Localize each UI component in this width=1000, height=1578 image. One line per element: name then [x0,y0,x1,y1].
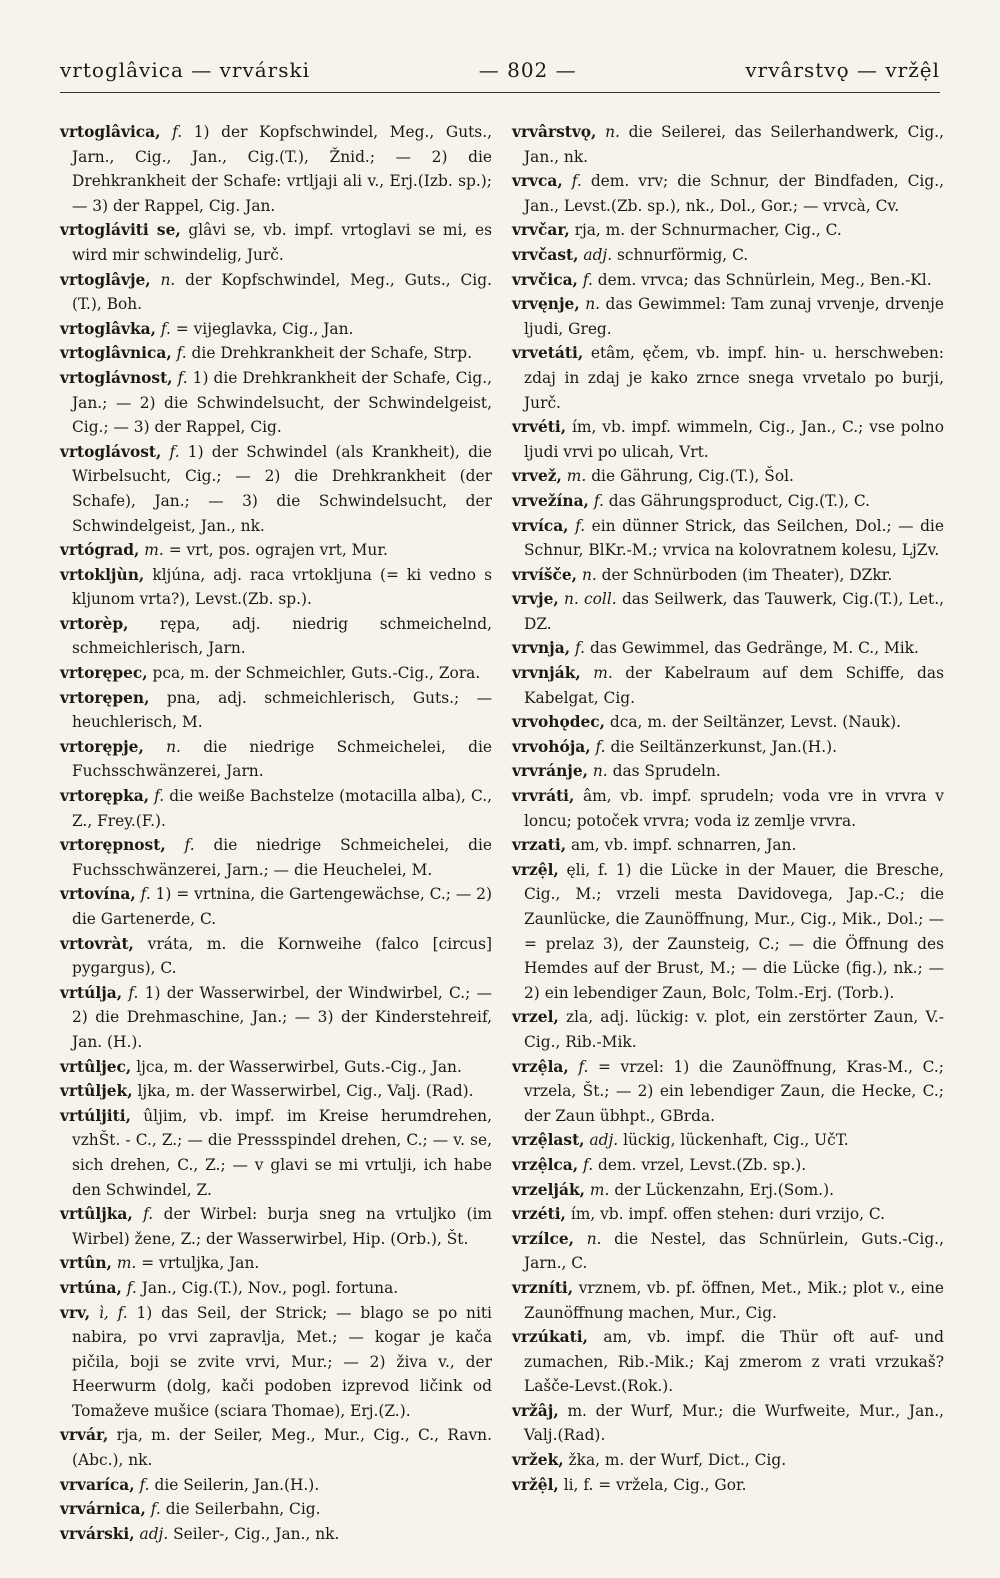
entry-headword: vrtúlja, [60,983,123,1002]
entry-definition: vráta, m. die Kornweihe (falco [circus] pygargus), C. [72,934,492,978]
dictionary-entry [60,440,492,538]
dictionary-entry [60,366,492,440]
entry-headword: vrvčica, [512,270,578,289]
dictionary-entry [512,292,944,341]
dictionary-entry [60,1055,492,1080]
entry-grammar: f. [176,344,187,363]
dictionary-entry [60,268,492,317]
entry-headword: vrvnják, [512,664,581,683]
entry-definition: 1) der Wasserwirbel, der Windwirbel, C.; — 2) die Drehmaschine, Jan.; — 3) der Kinderstehreif, Jan. (H.). [72,983,492,1051]
entry-headword: vrtorępnost, [60,836,166,855]
entry-definition: vrznem, vb. pf. öffnen, Met., Mik.; plot v., eine Zaunöffnung machen, Mur., Cig. [524,1278,944,1322]
entry-definition: am, vb. impf. schnarren, Jan. [570,836,797,855]
entry-grammar: f. [139,1475,150,1494]
dictionary-entry [512,243,944,268]
entry-grammar: f. [150,1500,161,1519]
dictionary-entry [512,1178,944,1203]
dictionary-entry [60,784,492,833]
entry-headword: vrtovína, [60,885,136,904]
entry-definition: 1) die Drehkrankheit der Schafe, Cig., Jan.; — 2) die Schwindelsucht, der Schwindelgeist, Cig.; — 3) der Rappel, Cig. [72,368,492,437]
entry-definition: li, f. = vržela, Cig., Gor. [563,1475,747,1494]
entry-definition: Jan., Cig.(T.), Nov., pogl. fortuna. [141,1278,399,1297]
entry-headword: vrtorępka, [60,787,150,806]
entry-definition: Seiler-, Cig., Jan., nk. [173,1524,340,1543]
entry-definition: die niedrige Schmeichelei, die Fuchsschwänzerei, Jarn.; — die Heuchelei, M. [72,836,492,879]
dictionary-entry [512,341,944,415]
entry-definition: ein dünner Strick, das Seilchen, Dol.; — die Schnur, BlKr.-M.; vrvica na kolovratnem kolesu, LjZv. [524,516,944,560]
entry-grammar: n. coll. [563,590,617,609]
entry-definition: dem. vrzel, Levst.(Zb. sp.). [598,1155,807,1174]
entry-grammar: n. [605,123,620,141]
entry-definition: die Nestel, das Schnürlein, Guts.-Cig., Jarn., C. [524,1229,944,1273]
entry-definition: = vrzel: 1) die Zaunöffnung, Kras-M., C.; vrzela, Št.; — 2) ein lebendiger Zaun, die Hecke, C.; der Zaun übhpt., GBrda. [524,1057,944,1125]
entry-definition: žka, m. der Wurf, Dict., Cig. [568,1451,787,1470]
entry-definition: der Lückenzahn, Erj.(Som.). [614,1180,834,1199]
entry-headword: vrzati, [512,836,567,855]
entry-definition: ím, vb. impf. offen stehen: duri vrzijo, C. [570,1205,886,1224]
entry-grammar: adj. [583,245,613,264]
entry-definition: das Gewimmel, das Gedränge, M. C., Mik. [589,639,919,658]
entry-grammar: f. [575,516,586,535]
entry-definition: der Wirbel: burja sneg na vrtuljko (im Wirbel) žene, Z.; der Wasserwirbel, Hip. (Orb.), Št. [72,1205,492,1248]
entry-definition: der Schnürboden (im Theater), DZkr. [601,565,893,584]
entry-grammar: f. [143,1205,154,1224]
entry-headword: vrzel, [512,1008,559,1027]
entry-grammar: f. [128,983,139,1002]
entry-definition: dca, m. der Seiltänzer, Levst. (Nauk). [609,713,902,732]
dictionary-entry [512,563,944,588]
entry-headword: vrvíca, [512,516,569,535]
dictionary-entry [60,1423,492,1472]
entry-headword: vrvár, [60,1426,109,1445]
entry-headword: vržek, [512,1451,564,1470]
dictionary-entry [60,833,492,882]
dictionary-entry [512,1055,944,1129]
entry-headword: vrvránje, [512,762,588,781]
dictionary-entry [60,341,492,366]
dictionary-entry [512,833,944,858]
entry-grammar: f. [582,270,593,289]
dictionary-entry [60,1473,492,1498]
entry-grammar: m. [144,541,164,560]
entry-headword: vrtorępec, [60,664,148,683]
entry-headword: vrvaríca, [60,1475,135,1494]
dictionary-entry [60,218,492,267]
dictionary-entry [512,489,944,514]
entry-definition: dem. vrv; die Schnur, der Bindfaden, Cig., Jan., Levst.(Zb. sp.), nk., Dol., Gor.; — vrvcà, Cv. [524,172,944,215]
entry-headword: vrzílce, [512,1229,575,1248]
dictionary-entry [512,858,944,1006]
entry-headword: vrtorępen, [60,688,150,707]
entry-definition: ím, vb. impf. wimmeln, Cig., Jan., C.; vse polno ljudi vrvi po ulicah, Vrt. [524,418,944,461]
entry-grammar: n. [160,270,176,289]
dictionary-entry [60,735,492,784]
dictionary-entry [60,882,492,931]
dictionary-entry [60,120,492,218]
entry-headword: vrtorèp, [60,614,129,633]
entry-definition: 1) der Kopfschwindel, Meg., Guts., Jarn., Cig., Jan., Cig.(T.), Žnid.; — 2) die Drehkrankheit der Schafe: vrtljaji ali v., Erj.(Izb. sp.); — 3) der Rappel, Cig. Jan. [72,123,492,215]
entry-headword: vrtogláviti se, [60,221,181,240]
dictionary-entry [512,218,944,243]
entry-headword: vrzệl, [512,860,559,879]
entry-definition: die Seilerbahn, Cig. [165,1500,321,1519]
entry-headword: vrvárski, [60,1524,135,1543]
entry-definition: die Gährung, Cig.(T.), Šol. [591,467,794,486]
entry-headword: vrvčar, [512,221,570,240]
entry-definition: rępa, adj. niedrig schmeichelnd, schmeichlerisch, Jarn. [72,614,492,658]
entry-headword: vrzúkati, [512,1328,588,1347]
entry-grammar: f. [172,123,183,141]
entry-headword: vrtoglâvje, [60,270,151,289]
dictionary-entry [512,268,944,293]
entry-definition: schnurförmig, C. [617,245,749,264]
entry-headword: vrtoglâvica, [60,123,161,141]
entry-definition: ljka, m. der Wasserwirbel, Cig., Valj. (Rad). [137,1082,474,1101]
entry-definition: der Kabelraum auf dem Schiffe, das Kabelgat, Cig. [524,664,944,707]
dictionary-entry [512,587,944,636]
entry-definition: pca, m. der Schmeichler, Guts.-Cig., Zora. [152,664,481,683]
entry-grammar: f. [184,836,195,855]
entry-definition: etâm, ęčem, vb. impf. hin- u. herschweben: zdaj in zdaj je kako zrnce snega vrvetalo po burji, Jurč. [524,344,944,412]
entry-headword: vrtoglâvka, [60,319,156,338]
entry-headword: vrtûljek, [60,1082,133,1101]
header-rule [60,92,940,93]
entry-headword: vrvje, [512,590,559,609]
entry-headword: vrvârstvǫ, [512,123,597,141]
entry-grammar: f. [177,368,188,387]
entry-definition: = vrt, pos. ograjen vrt, Mur. [168,541,388,560]
entry-headword: vrtûn, [60,1254,112,1273]
entry-definition: das Seilwerk, das Tauwerk, Cig.(T.), Let., DZ. [524,590,944,633]
page-header [60,58,940,88]
entry-definition: = vrtuljka, Jan. [141,1254,260,1273]
entry-headword: vrzelják, [512,1180,585,1199]
right-column [512,120,944,1497]
dictionary-entry [60,1276,492,1301]
entry-grammar: ì, f. [98,1303,128,1322]
entry-grammar: n. [166,737,181,756]
entry-grammar: n. [592,762,608,781]
entry-definition: ljca, m. der Wasserwirbel, Guts.-Cig., Jan. [136,1057,462,1076]
entry-headword: vrzệlca, [512,1155,579,1174]
entry-definition: ęli, f. 1) die Lücke in der Mauer, die Bresche, Cig., M.; vrzeli mesta Davidovega, Jap.-C.; die Zaunlücke, die Zaunöffnung, Mur., Cig., Mik., Dol.; — = prelaz 3), der Zaunsteig, C.; — die Öffnung des Hemdes auf der Brust, M.; — die Lücke (fig.), nk.; — 2) ein lebendiger Zaun, Bolc, Tolm.-Erj. (Torb.). [524,860,944,1002]
entry-headword: vrtoglâvnica, [60,344,172,363]
entry-definition: glâvi se, vb. impf. vrtoglavi se mi, es wird mir schwindelig, Jurč. [72,221,492,264]
entry-headword: vrtorępje, [60,737,144,756]
page-number: — 802 — [478,58,577,82]
dictionary-entry [512,1005,944,1054]
dictionary-entry [512,415,944,464]
entry-definition: rja, m. der Schnurmacher, Cig., C. [574,221,842,240]
entry-definition: am, vb. impf. die Thür oft auf- und zumachen, Rib.-Mik.; Kaj zmerom z vrati vrzukaš? Lašče-Levst.(Rok.). [524,1328,944,1396]
entry-headword: vrvohója, [512,737,591,756]
dictionary-entry [512,1399,944,1448]
entry-grammar: f. [571,172,582,191]
dictionary-entry [60,1522,492,1547]
entry-definition: 1) der Schwindel (als Krankheit), die Wirbelsucht, Cig.; — 2) die Drehkrankheit (der Schafe), Jan.; — 3) die Schwindelsucht, der Schwindelgeist, Jan., nk. [72,442,492,535]
entry-headword: vrtógrad, [60,541,140,560]
entry-grammar: n. [585,295,601,314]
dictionary-entry [512,169,944,218]
dictionary-entry [512,1325,944,1399]
entry-definition: das Sprudeln. [612,762,721,781]
dictionary-entry [512,1128,944,1153]
dictionary-entry [60,1079,492,1104]
entry-grammar: m. [589,1180,610,1199]
dictionary-entry [60,981,492,1055]
entry-definition: die Seiltänzerkunst, Jan.(H.). [610,737,837,756]
entry-definition: die Seilerin, Jan.(H.). [154,1475,320,1494]
entry-headword: vrvež, [512,467,562,486]
header-right-guide: vrvârstvǫ — vržệl [745,58,940,82]
entry-headword: vrtúljiti, [60,1106,131,1125]
entry-grammar: adj. [139,1524,169,1543]
dictionary-entry [60,612,492,661]
dictionary-entry [60,538,492,563]
entry-headword: vrvíšče, [512,565,578,584]
entry-grammar: f. [595,737,606,756]
dictionary-entry [512,784,944,833]
entry-headword: vrtûljec, [60,1057,132,1076]
dictionary-entry [512,661,944,710]
entry-definition: m. der Wurf, Mur.; die Wurfweite, Mur., Jan., Valj.(Rad). [524,1401,944,1445]
entry-headword: vrtoglávost, [60,442,162,461]
entry-definition: die weiße Bachstelze (motacilla alba), C., Z., Frey.(F.). [72,787,492,830]
dictionary-entry [60,1202,492,1251]
entry-headword: vržâj, [512,1401,559,1420]
dictionary-entry [512,1473,944,1498]
entry-headword: vrtûljka, [60,1205,133,1224]
entry-headword: vrvnja, [512,639,571,658]
entry-definition: pna, adj. schmeichlerisch, Guts.; — heuchlerisch, M. [72,688,492,732]
entry-definition: lückig, lückenhaft, Cig., UčT. [623,1131,849,1150]
dictionary-entry [512,710,944,735]
dictionary-entry [60,1497,492,1522]
dictionary-entry [512,1153,944,1178]
dictionary-entry [512,120,944,169]
dictionary-entry [60,563,492,612]
entry-definition: âm, vb. impf. sprudeln; voda vre in vrvra v loncu; potoček vrvra; voda iz zemlje vrvra. [524,787,944,830]
entry-headword: vrvčast, [512,245,579,264]
entry-definition: der Kopfschwindel, Meg., Guts., Cig.(T.), Boh. [72,270,492,314]
entry-headword: vrzníti, [512,1278,574,1297]
entry-definition: dem. vrvca; das Schnürlein, Meg., Ben.-Kl. [597,270,932,289]
entry-grammar: f. [593,491,604,510]
entry-definition: rja, m. der Seiler, Meg., Mur., Cig., C., Ravn.(Abc.), nk. [72,1426,492,1470]
dictionary-entry [60,932,492,981]
entry-headword: vrv, [60,1303,91,1322]
entry-headword: vrvráti, [512,787,575,806]
dictionary-entry [512,735,944,760]
entry-headword: vrvęnje, [512,295,580,314]
header-left-guide: vrtoglâvica — vrvárski [60,58,311,82]
dictionary-entry [60,686,492,735]
entry-definition: das Gährungsproduct, Cig.(T.), C. [608,491,870,510]
left-column [60,120,492,1546]
entry-grammar: f. [154,787,165,806]
entry-definition: 1) das Seil, der Strick; — blago se po niti nabira, po vrvi zapravlja, Met.; — kogar je kača pičila, boji se zvite vrvi, Mur.; — 2) živa v., der Heerwurm (dolg, kači podoben izprevod ličink od Tomaževe mušice (sciara Thomae), Erj.(Z.). [72,1303,492,1420]
entry-definition: = vijeglavka, Cig., Jan. [175,319,354,338]
entry-headword: vrvetáti, [512,344,584,363]
entry-headword: vrvežína, [512,491,589,510]
entry-headword: vrvárnica, [60,1500,146,1519]
entry-headword: vrvéti, [512,418,567,437]
entry-grammar: f. [140,885,151,904]
entry-grammar: f. [169,442,180,461]
entry-grammar: n. [581,565,597,584]
entry-definition: 1) = vrtnina, die Gartengewächse, C.; — 2) die Gartenerde, C. [72,885,492,928]
dictionary-entry [512,636,944,661]
entry-headword: vrzệlast, [512,1131,585,1150]
entry-definition: das Gewimmel: Tam zunaj vrvenje, drvenje ljudi, Greg. [524,295,944,338]
entry-definition: die Drehkrankheit der Schafe, Strp. [191,344,473,363]
entry-grammar: m. [593,664,613,683]
dictionary-entry [60,1301,492,1424]
entry-grammar: m. [116,1254,137,1273]
dictionary-entry [60,317,492,342]
entry-definition: ûljim, vb. impf. im Kreise herumdrehen, vzhŠt. - C., Z.; — die Pressspindel drehen, C.; — v. se, sich drehen, C., Z.; — v glavi se mi vrtulji, ich habe den Schwindel, Z. [72,1106,492,1199]
entry-definition: die Seilerei, das Seilerhandwerk, Cig., Jan., nk. [524,123,944,166]
entry-definition: die niedrige Schmeichelei, die Fuchsschwänzerei, Jarn. [72,737,492,781]
entry-definition: zla, adj. lückig: v. plot, ein zerstörter Zaun, V.-Cig., Rib.-Mik. [524,1008,944,1051]
entry-grammar: f. [160,319,171,338]
entry-headword: vržệl, [512,1475,559,1494]
entry-grammar: f. [575,639,586,658]
dictionary-entry [512,514,944,563]
entry-headword: vrtokljùn, [60,565,145,584]
dictionary-entry [60,661,492,686]
entry-headword: vrvohǫdec, [512,713,605,732]
entry-grammar: adj. [589,1131,619,1150]
entry-headword: vrzéti, [512,1205,566,1224]
entry-grammar: f. [126,1278,137,1297]
dictionary-entry [512,464,944,489]
dictionary-entry [512,1227,944,1276]
entry-headword: vrvca, [512,172,563,191]
dictionary-entry [512,1276,944,1325]
entry-grammar: n. [586,1229,602,1248]
dictionary-entry [60,1251,492,1276]
entry-headword: vrtúna, [60,1278,122,1297]
dictionary-entry [512,759,944,784]
dictionary-entry [512,1448,944,1473]
entry-headword: vrzệla, [512,1057,569,1076]
dictionary-entry [512,1202,944,1227]
entry-headword: vrtovràt, [60,934,134,953]
entry-grammar: f. [578,1057,589,1076]
entry-grammar: f. [583,1155,594,1174]
entry-definition: kljúna, adj. raca vrtokljuna (= ki vedno s kljunom vrta?), Levst.(Zb. sp.). [72,565,492,609]
dictionary-entry [60,1104,492,1202]
entry-grammar: m. [566,467,587,486]
entry-headword: vrtoglávnost, [60,368,173,387]
